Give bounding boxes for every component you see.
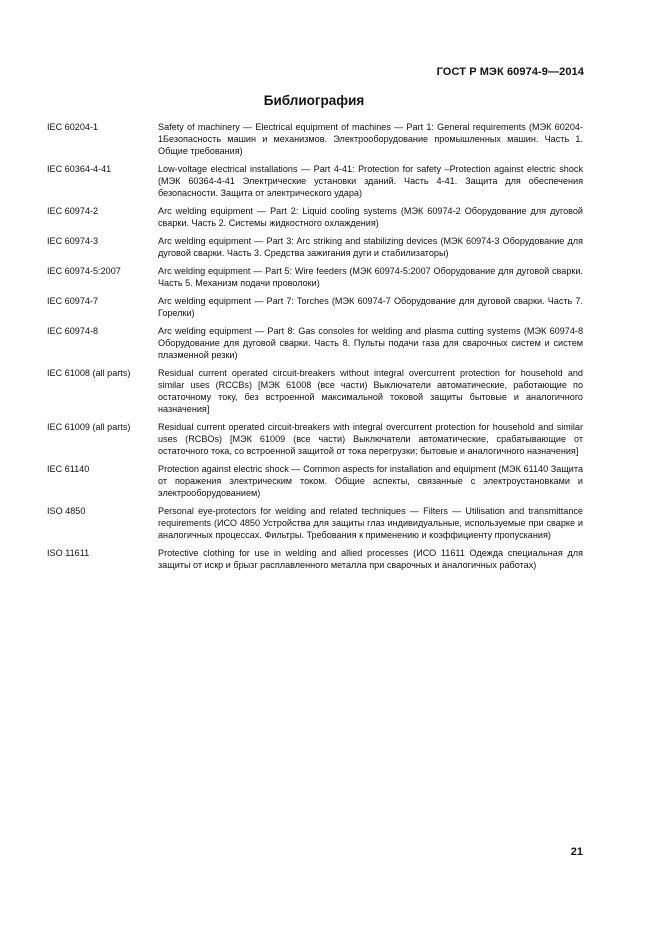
reference-id: IEC 60364-4-41 xyxy=(47,164,112,174)
reference-text: Arc welding equipment — Part 5: Wire feeders (МЭК 60974-5:2007 Оборудование для дуговой сварки. Часть 5. Механизм подачи проволоки) xyxy=(158,266,583,288)
reference-text: Protective clothing for use in welding and allied processes (ИСО 11611 Одежда специальная для защиты от искр и брызг расплавленного металла при сварочных и аналогичных работах) xyxy=(158,548,583,570)
reference-text: Safety of machinery — Electrical equipment of machines — Part 1: General requirements (МЭК 60204-1Безопасность машин и механизмов. Электрооборудование промышленных машин. Часть 1. Общие требования) xyxy=(158,122,583,156)
bibliography-entry xyxy=(47,505,583,541)
bibliography-entry xyxy=(47,421,583,457)
reference-id: IEC 60974-3 xyxy=(47,236,99,246)
reference-id: IEC 61008 (all parts) xyxy=(47,368,131,378)
reference-text: Arc welding equipment — Part 8: Gas consoles for welding and plasma cutting systems (МЭК 60974-8 Оборудование для дуговой сварки. Часть 8. Пульты подачи газа для сварочных систем и систем плазменной резки) xyxy=(158,326,583,360)
page-title: Библиография xyxy=(263,93,365,108)
reference-id: IEC 60974-8 xyxy=(47,326,99,336)
reference-id: ISO 11611 xyxy=(47,548,90,558)
bibliography-entry xyxy=(47,367,583,415)
reference-text: Arc welding equipment — Part 2: Liquid cooling systems (МЭК 60974-2 Оборудование для дуговой сварки. Часть 2. Системы жидкостного охлаждения) xyxy=(158,206,583,228)
bibliography-entry xyxy=(47,463,583,499)
reference-text: Arc welding equipment — Part 7: Torches (МЭК 60974-7 Оборудование для дуговой сварки. Часть 7. Горелки) xyxy=(158,296,583,318)
page-number: 21 xyxy=(570,846,583,858)
reference-text: Residual current operated circuit-breakers without integral overcurrent protection for household and similar uses (RCCBs) [МЭК 61008 (все части) Выключатели автоматические, работающие по остаточному току, без встроенной максимальной токовой защиты бытовые и аналогичного назначения] xyxy=(158,368,583,414)
bibliography-entry xyxy=(47,121,583,157)
reference-id: IEC 60974-7 xyxy=(47,296,99,306)
reference-id: IEC 61140 xyxy=(47,464,90,474)
reference-text: Protection against electric shock — Common aspects for installation and equipment (МЭК 61140 Защита от поражения электрическим током. Общие аспекты, связанные с электроустановками и электрооборудованием) xyxy=(158,464,583,498)
document-code-header: ГОСТ Р МЭК 60974-9—2014 xyxy=(436,66,584,78)
reference-text: Arc welding equipment — Part 3: Arc striking and stabilizing devices (МЭК 60974-3 Оборудование для дуговой сварки. Часть 3. Средства зажигания дуги и стабилизаторы) xyxy=(158,236,583,258)
reference-text: Personal eye-protectors for welding and related techniques — Filters — Utilisation and transmittance requirements (ИСО 4850 Устройства для защиты глаз индивидуальные, используемые при сварке и аналогичных процессах. Фильтры. Требования к применению и коэффициенту пропускания) xyxy=(158,506,583,540)
reference-text: Low-voltage electrical installations — Part 4-41: Protection for safety –Protection against electric shock (МЭК 60364-4-41 Электрические установки зданий. Часть 4-41. Защита для обеспечения безопасности. Защита от электрического удара) xyxy=(158,164,583,198)
bibliography-entry xyxy=(47,325,583,361)
reference-id: IEC 61009 (all parts) xyxy=(47,422,131,432)
bibliography-entry xyxy=(47,265,583,289)
reference-id: IEC 60974-5:2007 xyxy=(47,266,121,276)
bibliography-entry xyxy=(47,295,583,319)
reference-text: Residual current operated circuit-breakers with integral overcurrent protection for household and similar uses (RCBOs) [МЭК 61009 (все части) Выключатели автоматические, срабатывающие от остаточного тока, со встроенной защитой от тока перегрузки; бытовые и аналогичного назначения] xyxy=(158,422,583,456)
bibliography-entry xyxy=(47,205,583,229)
bibliography-list xyxy=(47,121,583,577)
reference-id: ISO 4850 xyxy=(47,506,86,516)
bibliography-entry xyxy=(47,163,583,199)
bibliography-entry xyxy=(47,235,583,259)
reference-id: IEC 60204-1 xyxy=(47,122,99,132)
bibliography-entry xyxy=(47,547,583,571)
reference-id: IEC 60974-2 xyxy=(47,206,99,216)
